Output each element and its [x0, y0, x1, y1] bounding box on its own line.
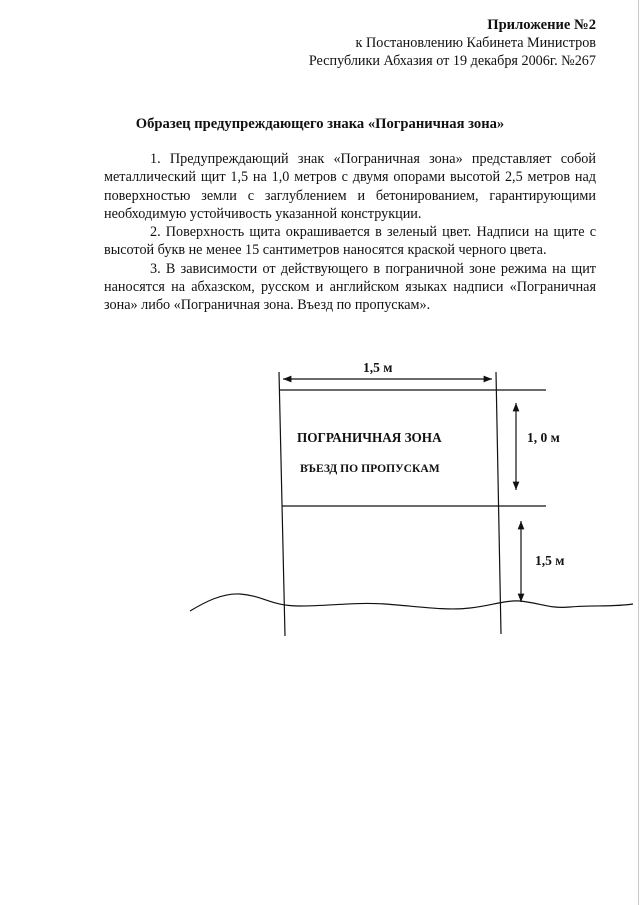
- appendix-line-1: к Постановлению Кабинета Министров: [355, 35, 596, 51]
- document-title: Образец предупреждающего знака «Пограничная зона»: [135, 116, 505, 132]
- ground-line: [190, 594, 633, 611]
- board-height-label: 1, 0 м: [527, 430, 560, 445]
- paragraph-2: 2. Поверхность щита окрашивается в зеленый цвет. Надписи на щите с высотой букв не менее 15 сантиметров наносятся краской черного цвета.: [104, 224, 596, 259]
- left-post: [279, 372, 285, 636]
- right-post: [496, 372, 501, 634]
- appendix-title: Приложение №2: [487, 17, 596, 33]
- paragraph-1: 1. Предупреждающий знак «Пограничная зона» представляет собой металлический щит 1,5 на 1,0 метров с двумя опорами высотой 2,5 метров над поверхностью земли с заглублением и бетонированием, гарантирующими необходимую устойчивость указанной конструкции.: [104, 151, 596, 222]
- appendix-line-2: Республики Абхазия от 19 декабря 2006г. №267: [308, 53, 596, 69]
- post-height-label: 1,5 м: [535, 553, 565, 568]
- sign-text-line-2: ВЪЕЗД ПО ПРОПУСКАМ: [300, 462, 440, 475]
- paragraph-3: 3. В зависимости от действующего в пограничной зоне режима на щит наносятся на абхазском, русском и английском языках надписи «Пограничная зона» либо «Пограничная зона. Въезд по пропускам».: [104, 260, 596, 314]
- sign-text-line-1: ПОГРАНИЧНАЯ ЗОНА: [297, 430, 442, 445]
- width-label: 1,5 м: [363, 360, 393, 375]
